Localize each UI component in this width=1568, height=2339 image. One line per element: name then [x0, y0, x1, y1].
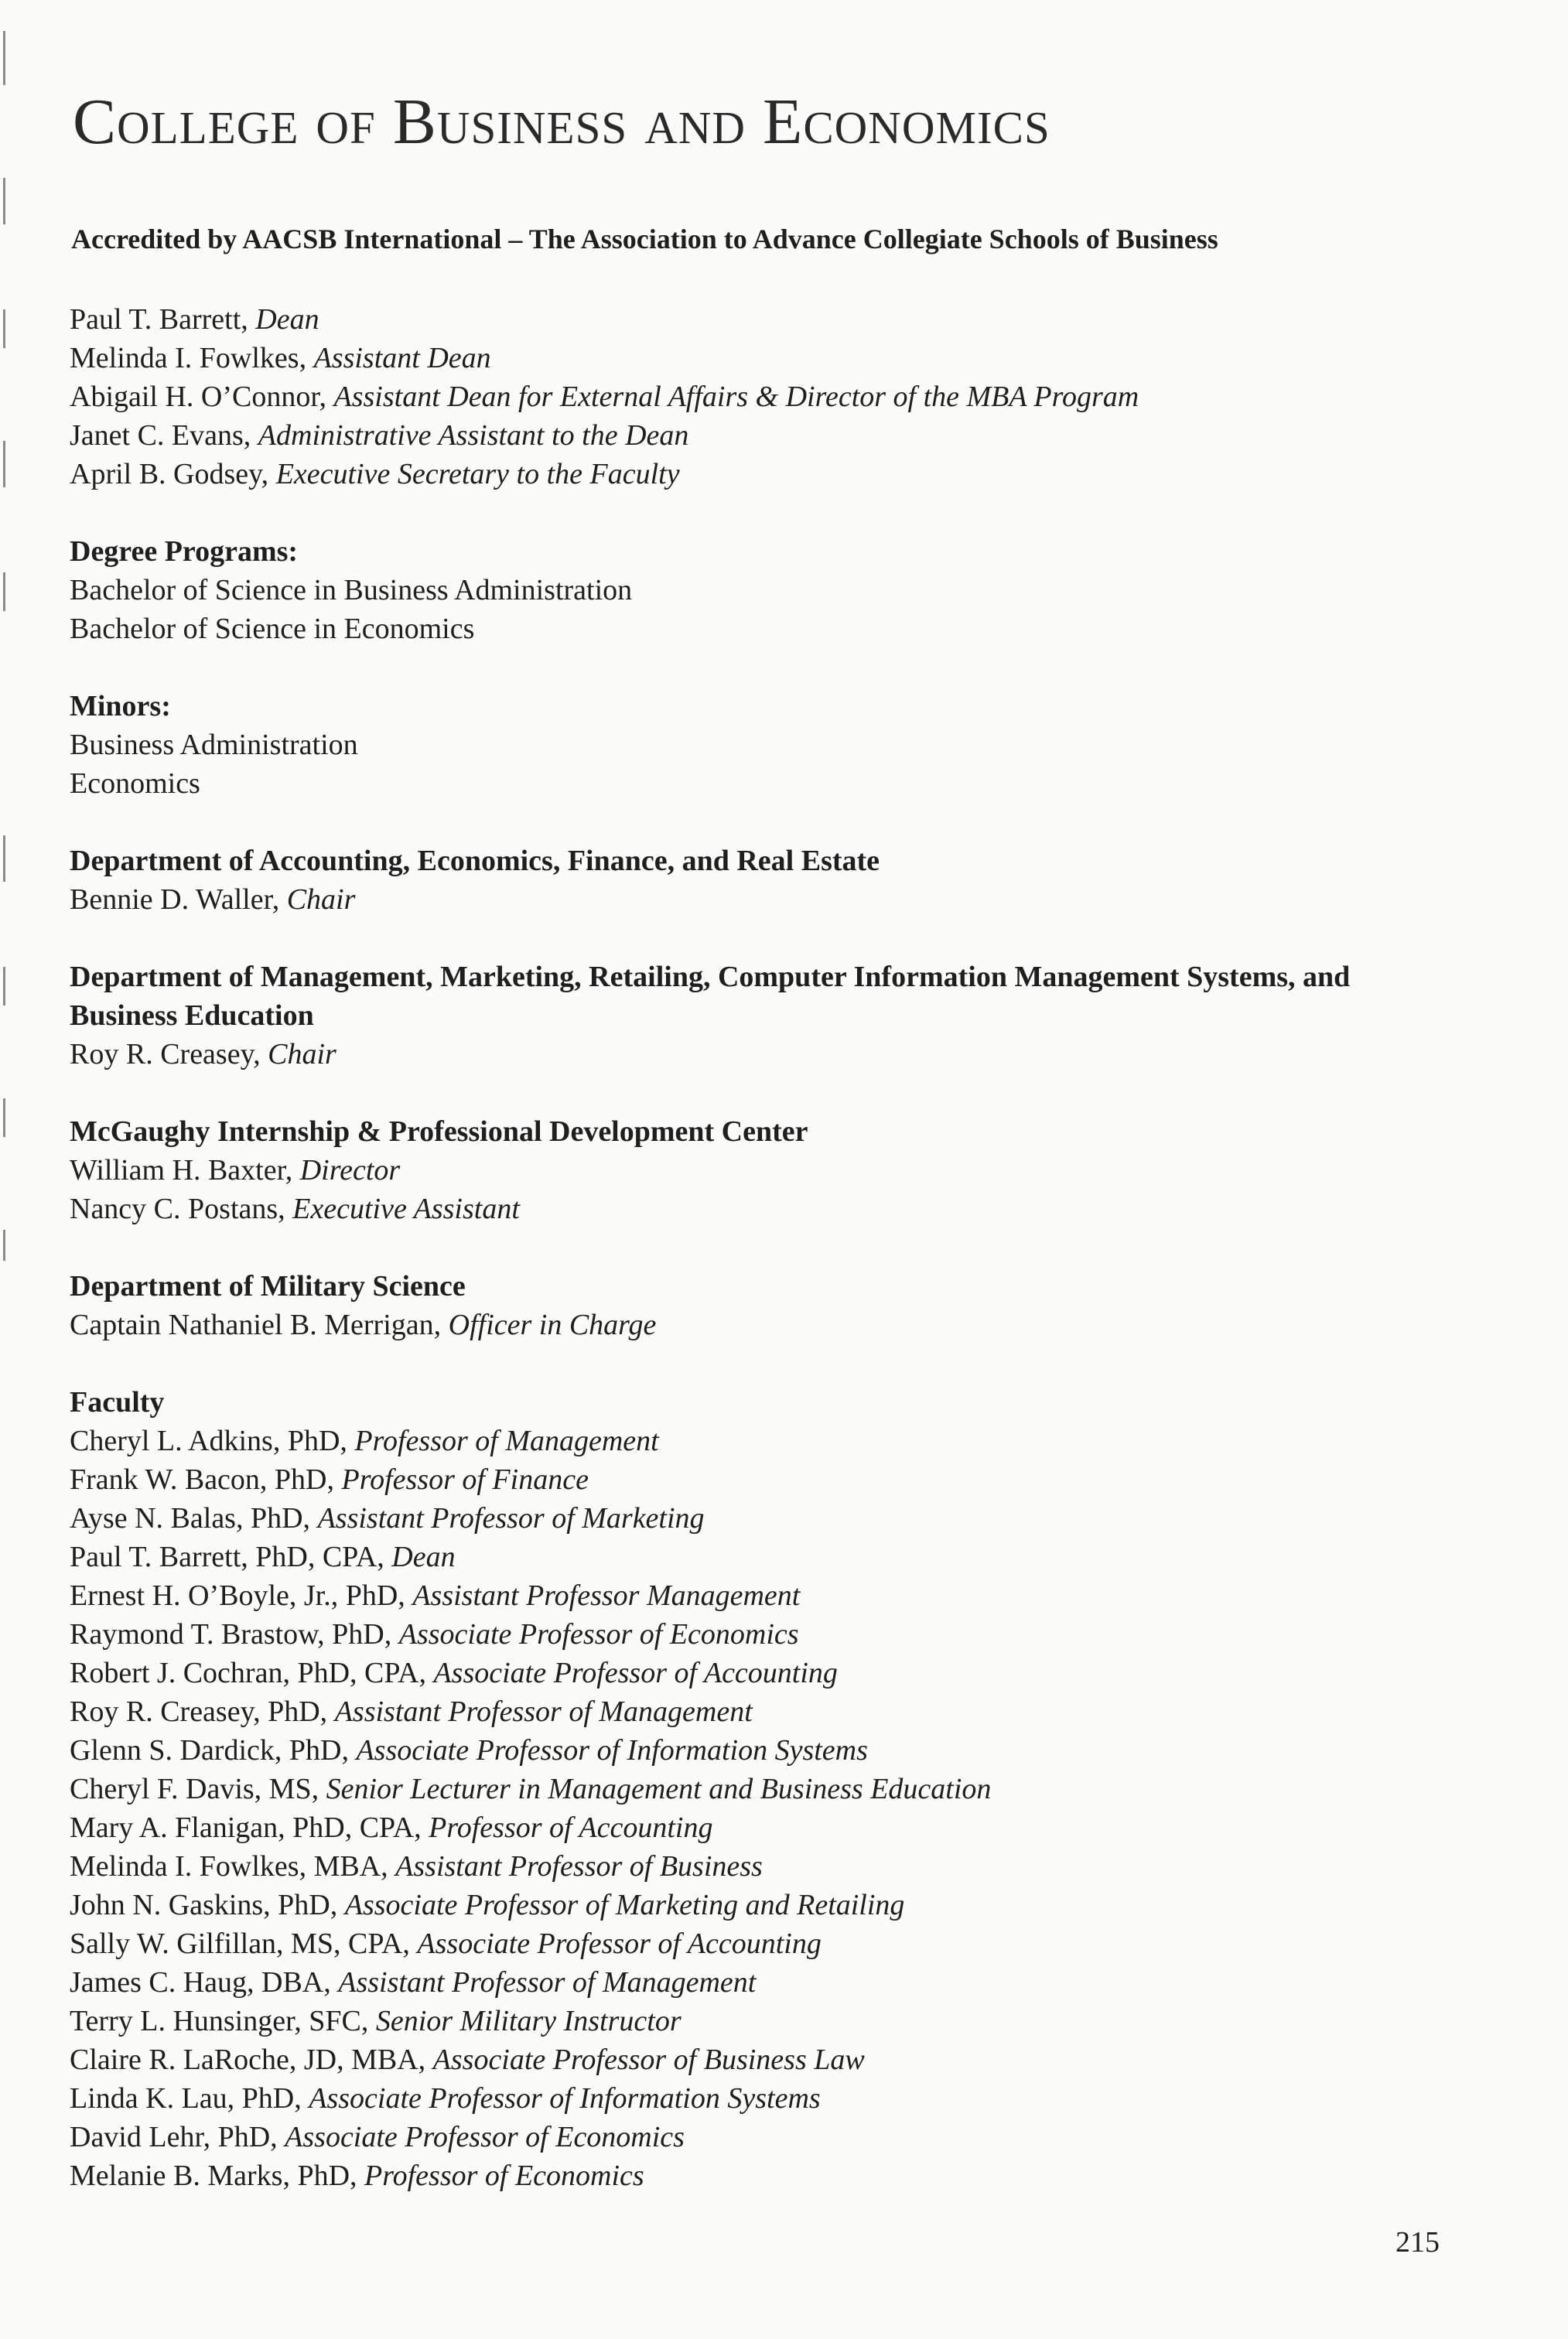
scan-edge-mark: [3, 1098, 5, 1137]
person-role: Officer in Charge: [448, 1309, 657, 1341]
admin-entry: [70, 339, 1477, 377]
person-name: Raymond T. Brastow, PhD,: [70, 1618, 399, 1651]
faculty-entry: [70, 2002, 1477, 2040]
scan-edge-mark: [3, 967, 5, 1006]
list-item: Bachelor of Science in Business Administration: [70, 574, 633, 606]
scan-edge-mark: [3, 309, 5, 348]
person-name: Bennie D. Waller,: [70, 883, 287, 916]
faculty-entry: [70, 1847, 1477, 1886]
faculty-entry: [70, 1499, 1477, 1538]
person-role: Dean: [255, 303, 319, 336]
admin-entry: [70, 377, 1477, 416]
faculty-entry: [70, 1422, 1477, 1460]
person-name: Roy R. Creasey, PhD,: [70, 1695, 335, 1728]
person-role: Executive Assistant: [292, 1193, 520, 1225]
person-entry: [70, 880, 1477, 919]
person-name: Captain Nathaniel B. Merrigan,: [70, 1309, 449, 1341]
person-role: Senior Lecturer in Management and Business Education: [326, 1773, 992, 1805]
person-role: Associate Professor of Information Systems: [309, 2082, 821, 2115]
person-role: Assistant Dean for External Affairs & Director of the MBA Program: [333, 381, 1139, 413]
person-name: Paul T. Barrett, PhD, CPA,: [70, 1541, 392, 1573]
faculty-entry: [70, 1460, 1477, 1499]
person-name: Terry L. Hunsinger, SFC,: [70, 2005, 376, 2037]
person-name: Nancy C. Postans,: [70, 1193, 293, 1225]
faculty-entry: [70, 1808, 1477, 1847]
faculty-entry: [70, 2079, 1477, 2118]
person-name: Ayse N. Balas, PhD,: [70, 1502, 318, 1535]
person-name: Mary A. Flanigan, PhD, CPA,: [70, 1811, 429, 1844]
faculty-entry: [70, 1963, 1477, 2002]
person-role: Senior Military Instructor: [375, 2005, 682, 2037]
person-name: John N. Gaskins, PhD,: [70, 1889, 345, 1921]
person-role: Associate Professor of Accounting: [433, 1657, 838, 1689]
person-entry: [70, 1035, 1477, 1074]
page-content: [70, 300, 1477, 2234]
person-role: Professor of Management: [354, 1425, 659, 1457]
person-role: Assistant Professor Management: [412, 1579, 801, 1612]
person-role: Professor of Accounting: [429, 1811, 713, 1844]
faculty-entry: [70, 1886, 1477, 1924]
scan-edge-mark: [3, 31, 5, 85]
person-name: William H. Baxter,: [70, 1154, 300, 1187]
person-role: Professor of Economics: [364, 2160, 644, 2192]
person-name: Melinda I. Fowlkes, MBA,: [70, 1850, 396, 1883]
faculty-section: [70, 1383, 1477, 2195]
person-entry: [70, 1306, 1477, 1344]
person-role: Associate Professor of Business Law: [432, 2044, 865, 2076]
faculty-entry: [70, 1770, 1477, 1808]
person-role: Professor of Finance: [341, 1463, 589, 1496]
person-role: Associate Professor of Economics: [398, 1618, 799, 1651]
person-name: Glenn S. Dardick, PhD,: [70, 1734, 357, 1767]
person-role: Associate Professor of Marketing and Retailing: [344, 1889, 905, 1921]
degree-programs-section: [70, 532, 1477, 648]
person-role: Associate Professor of Accounting: [417, 1928, 822, 1960]
section-heading: Department of Military Science: [70, 1270, 466, 1303]
faculty-entry: [70, 2040, 1477, 2079]
person-name: Ernest H. O’Boyle, Jr., PhD,: [70, 1579, 413, 1612]
faculty-entry: [70, 1924, 1477, 1963]
person-name: Robert J. Cochran, PhD, CPA,: [70, 1657, 434, 1689]
faculty-entry: [70, 1692, 1477, 1731]
page-title: College of Business and Economics: [73, 86, 1050, 158]
person-role: Assistant Professor of Management: [338, 1966, 757, 1999]
faculty-entry: [70, 1538, 1477, 1576]
section-heading: McGaughy Internship & Professional Development Center: [70, 1115, 808, 1148]
person-name: James C. Haug, DBA,: [70, 1966, 339, 1999]
list-item: Economics: [70, 767, 200, 800]
person-role: Assistant Professor of Business: [395, 1850, 763, 1883]
person-name: Sally W. Gilfillan, MS, CPA,: [70, 1928, 418, 1960]
person-role: Assistant Professor of Management: [334, 1695, 753, 1728]
admin-entry: [70, 416, 1477, 455]
person-role: Executive Secretary to the Faculty: [275, 458, 680, 490]
scan-edge-mark: [3, 441, 5, 487]
section-heading-continued: Business Education: [70, 999, 314, 1032]
person-role: Assistant Dean: [313, 342, 491, 374]
person-name: Melinda I. Fowlkes,: [70, 342, 314, 374]
dept-military-section: [70, 1267, 1477, 1344]
minors-section: [70, 687, 1477, 803]
section-heading: Faculty: [70, 1386, 165, 1419]
faculty-entry: [70, 1654, 1477, 1692]
person-role: Administrative Assistant to the Dean: [258, 419, 689, 452]
person-name: Janet C. Evans,: [70, 419, 258, 452]
person-name: April B. Godsey,: [70, 458, 276, 490]
section-heading: Department of Management, Marketing, Retailing, Computer Information Management Systems, and: [70, 961, 1351, 993]
person-name: Frank W. Bacon, PhD,: [70, 1463, 342, 1496]
scan-edge-mark: [3, 1230, 5, 1261]
person-role: Associate Professor of Information Systems: [356, 1734, 868, 1767]
person-name: Claire R. LaRoche, JD, MBA,: [70, 2044, 433, 2076]
person-role: Chair: [286, 883, 356, 916]
person-entry: [70, 1190, 1477, 1228]
scan-edge-mark: [3, 835, 5, 882]
list-item: Business Administration: [70, 729, 358, 761]
dept-management-section: [70, 958, 1477, 1074]
person-name: Melanie B. Marks, PhD,: [70, 2160, 365, 2192]
scan-edge-mark: [3, 178, 5, 224]
person-role: Assistant Professor of Marketing: [317, 1502, 705, 1535]
section-heading: Department of Accounting, Economics, Finance, and Real Estate: [70, 845, 880, 877]
internship-center-section: [70, 1112, 1477, 1228]
person-role: Associate Professor of Economics: [285, 2121, 685, 2153]
accreditation-statement: Accredited by AACSB International – The Association to Advance Collegiate Schools of Business: [71, 224, 1218, 254]
person-name: Paul T. Barrett,: [70, 303, 256, 336]
person-name: Abigail H. O’Connor,: [70, 381, 334, 413]
faculty-entry: [70, 1731, 1477, 1770]
faculty-entry: [70, 2156, 1477, 2195]
person-role: Dean: [391, 1541, 456, 1573]
person-name: Cheryl F. Davis, MS,: [70, 1773, 326, 1805]
admin-entry: [70, 300, 1477, 339]
list-item: Bachelor of Science in Economics: [70, 613, 475, 645]
dept-accounting-section: [70, 842, 1477, 919]
page-number: 215: [1395, 2226, 1440, 2259]
person-role: Director: [299, 1154, 401, 1187]
section-heading: Degree Programs:: [70, 535, 299, 568]
person-name: David Lehr, PhD,: [70, 2121, 285, 2153]
section-heading: Minors:: [70, 690, 171, 722]
faculty-entry: [70, 1576, 1477, 1615]
faculty-entry: [70, 2118, 1477, 2156]
person-role: Chair: [268, 1038, 336, 1070]
person-name: Roy R. Creasey,: [70, 1038, 268, 1070]
scan-edge-mark: [3, 572, 5, 611]
person-name: Cheryl L. Adkins, PhD,: [70, 1425, 355, 1457]
admin-entry: [70, 455, 1477, 493]
administration-list: [70, 300, 1477, 493]
person-entry: [70, 1151, 1477, 1190]
person-name: Linda K. Lau, PhD,: [70, 2082, 309, 2115]
faculty-entry: [70, 1615, 1477, 1654]
